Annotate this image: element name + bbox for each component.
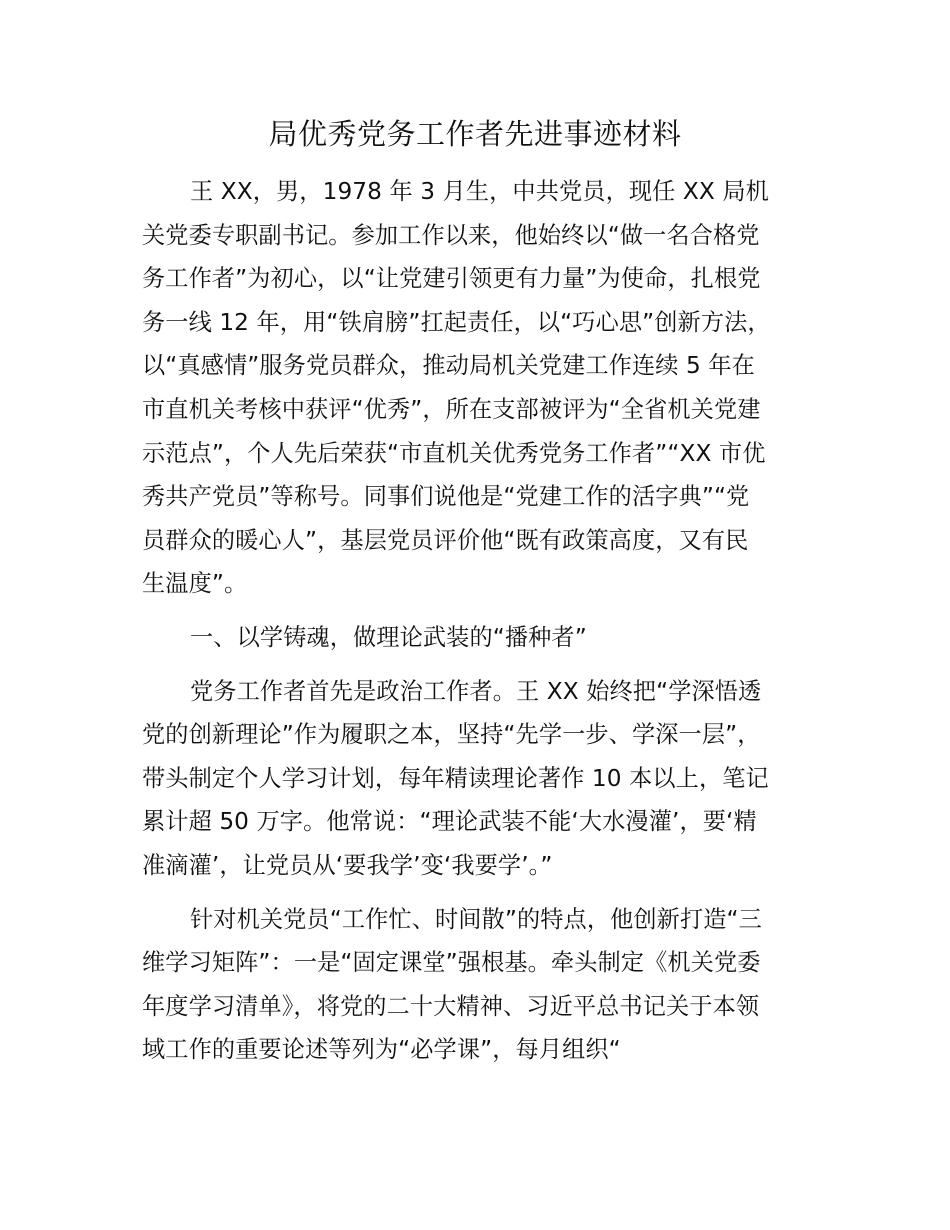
text-line: 党的创新理论”作为履职之本，坚持“先学一步、学深一层”， [142,721,761,749]
text-line: 秀共产党员”等称号。同事们说他是“党建工作的活字典”“党 [142,483,750,511]
text-line: 年度学习清单》，将党的二十大精神、习近平总书记关于本领 [142,992,760,1020]
text-line: 针对机关党员“工作忙、时间散”的特点，他创新打造“三 [190,905,762,933]
document-body [142,170,812,1072]
text-line: 生温度”。 [142,570,248,598]
text-line: 累计超 50 万字。他常说：“理论武装不能‘大水漫灌’，要‘精 [142,808,757,836]
paragraph-learning-matrix [142,898,812,1072]
paragraph-intro [142,170,812,606]
text-line: 维学习矩阵”：一是“固定课堂”强根基。牵头制定《机关党委 [142,949,761,977]
text-line: 关党委专职副书记。参加工作以来，他始终以“做一名合格党 [142,221,760,249]
text-line: 带头制定个人学习计划，每年精读理论著作 10 本以上，笔记 [142,764,769,792]
heading-line: 一、以学铸魂，做理论武装的“播种者” [190,623,587,651]
paragraph-spacer [142,660,812,670]
paragraph-spacer [142,606,812,616]
section-heading [142,616,812,660]
text-line: 王 XX，男，1978 年 3 月生，中共党员，现任 XX 局机 [190,178,769,205]
document-title: 局优秀党务工作者先进事迹材料 [268,117,682,151]
text-line: 务一线 12 年，用“铁肩膀”扛起责任，以“巧心思”创新方法， [142,308,771,336]
text-line: 以“真感情”服务党员群众，推动局机关党建工作连续 5 年在 [142,352,755,380]
text-line: 准滴灌’，让党员从‘要我学’变‘我要学’。” [142,851,553,879]
paragraph-theory [142,670,812,888]
text-line: 市直机关考核中获评“优秀”，所在支部被评为“全省机关党建 [142,395,761,423]
paragraph-spacer [142,888,812,898]
text-line: 党务工作者首先是政治工作者。王 XX 始终把“学深悟透 [190,677,762,705]
text-line: 员群众的暖心人”，基层党员评价他“既有政策高度，又有民 [142,526,749,554]
text-line: 务工作者”为初心，以“让党建引领更有力量”为使命，扎根党 [142,265,761,293]
text-line: 示范点”，个人先后荣获“市直机关优秀党务工作者”“XX 市优 [142,439,766,467]
text-line: 域工作的重要论述等列为“必学课”，每月组织“ [142,1036,621,1064]
